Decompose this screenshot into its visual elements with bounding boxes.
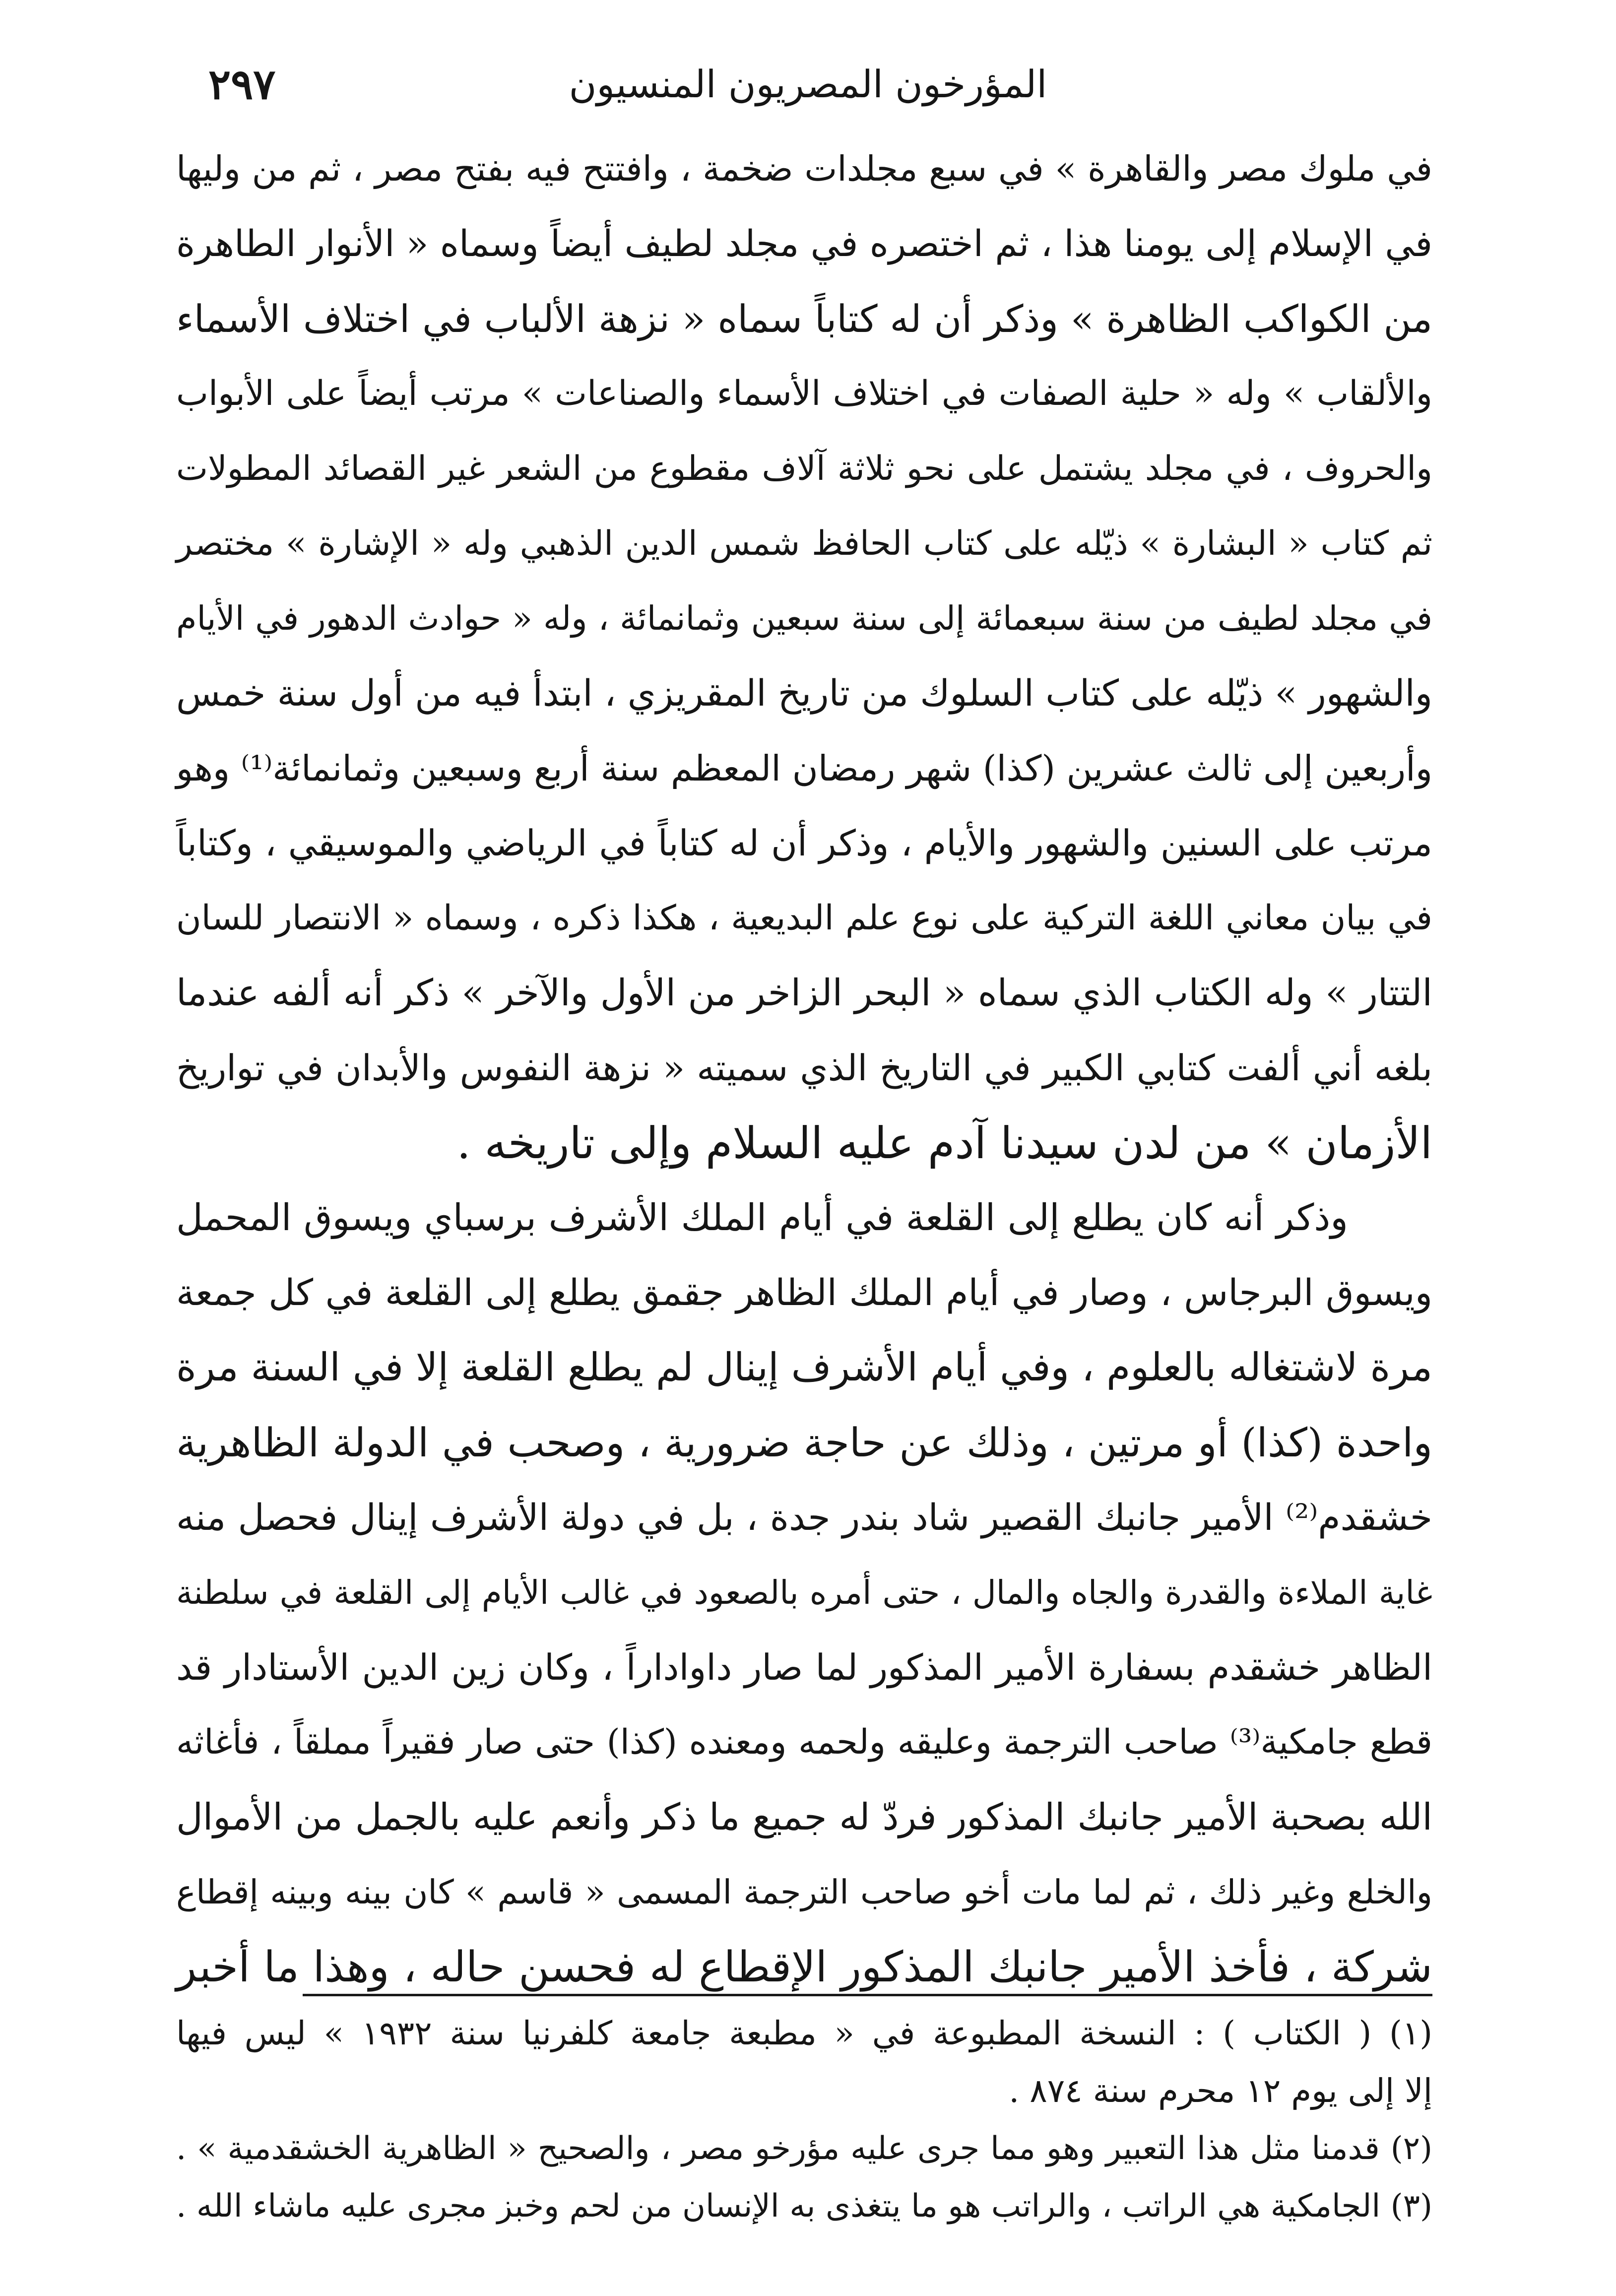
text-line: في بيان معاني اللغة التركية على نوع علم البديعية ، هكذا ذكره ، وسماه « الانتصار للسان bbox=[176, 898, 1432, 938]
text-line: ويسوق البرجاس ، وصار في أيام الملك الظاهر جقمق يطلع إلى القلعة في كل جمعة bbox=[176, 1272, 1432, 1314]
text-line: والخلع وغير ذلك ، ثم لما مات أخو صاحب الترجمة المسمى « قاسم » كان بينه وبينه إقطاع bbox=[176, 1873, 1432, 1911]
text-line: في مجلد لطيف من سنة سبعمائة إلى سنة سبعين وثمانمائة ، وله « حوادث الدهور في الأيام bbox=[176, 599, 1432, 638]
text-line: ثم كتاب « البشارة » ذيّله على كتاب الحافظ شمس الدين الذهبي وله « الإشارة » مختصر bbox=[176, 524, 1432, 563]
text-line: مرة لاشتغاله بالعلوم ، وفي أيام الأشرف إينال لم يطلع القلعة إلا في السنة مرة bbox=[176, 1345, 1432, 1390]
text-line: التتار » وله الكتاب الذي سماه « البحر الزاخر من الأول والآخر » ذكر أنه ألفه عندما bbox=[176, 972, 1432, 1014]
text-line: والحروف ، في مجلد يشتمل على نحو ثلاثة آلاف مقطوع من الشعر غير القصائد المطولات bbox=[176, 449, 1432, 488]
text-line: الظاهر خشقدم بسفارة الأمير المذكور لما صار داواداراً ، وكان زين الدين الأستادار قد bbox=[176, 1646, 1432, 1688]
page-number: ٢٩٧ bbox=[208, 60, 276, 109]
text-line: غاية الملاءة والقدرة والجاه والمال ، حتى أمره بالصعود في غالب الأيام إلى القلعة في سلطنة bbox=[176, 1574, 1432, 1612]
text-line: وأربعين إلى ثالث عشرين (كذا) شهر رمضان المعظم سنة أربع وسبعين وثمانمائة⁽¹⁾ وهو bbox=[176, 748, 1432, 789]
text-line: واحدة (كذا) أو مرتين ، وذلك عن حاجة ضرورية ، وصحب في الدولة الظاهرية bbox=[176, 1420, 1432, 1466]
footnote-line: (٣) الجامكية هي الراتب ، والراتب هو ما يتغذى به الإنسان من لحم وخبز مجرى عليه ماشاء الله . bbox=[176, 2188, 1432, 2225]
footnote-line: (١) ( الكتاب ) : النسخة المطبوعة في « مطبعة جامعة كلفرنيا سنة ١٩٣٢ » ليس فيها bbox=[176, 2014, 1433, 2052]
text-line: من الكواكب الظاهرة » وذكر أن له كتاباً سماه « نزهة الألباب في اختلاف الأسماء bbox=[176, 297, 1432, 341]
text-line: شركة ، فأخذ الأمير جانبك المذكور الإقطاع له فحسن حاله ، وهذا ما أخبر bbox=[176, 1943, 1432, 1992]
text-line: مرتب على السنين والشهور والأيام ، وذكر أن له كتاباً في الرياضي والموسيقي ، وكتاباً bbox=[176, 822, 1432, 864]
main-text bbox=[176, 131, 1432, 2005]
text-line: وذكر أنه كان يطلع إلى القلعة في أيام الملك الأشرف برسباي ويسوق المحمل bbox=[176, 1196, 1348, 1239]
text-line: بلغه أني ألفت كتابي الكبير في التاريخ الذي سميته « نزهة النفوس والأبدان في تواريخ bbox=[176, 1047, 1432, 1089]
text-line: في ملوك مصر والقاهرة » في سبع مجلدات ضخمة ، وافتتح فيه بفتح مصر ، ثم من وليها bbox=[176, 148, 1432, 189]
text-line: والشهور » ذيّله على كتاب السلوك من تاريخ المقريزي ، ابتدأ فيه من أول سنة خمس bbox=[176, 672, 1432, 715]
text-line: الأزمان » من لدن سيدنا آدم عليه السلام وإلى تاريخه . bbox=[456, 1117, 1432, 1169]
footnotes bbox=[176, 2005, 1432, 2235]
footnote-divider bbox=[303, 1994, 1432, 1996]
text-line: خشقدم⁽²⁾ الأمير جانبك القصير شاد بندر جدة ، بل في دولة الأشرف إينال فحصل منه bbox=[176, 1497, 1432, 1539]
text-line: في الإسلام إلى يومنا هذا ، ثم اختصره في مجلد لطيف أيضاً وسماه « الأنوار الطاهرة bbox=[176, 223, 1432, 265]
text-line: قطع جامكية⁽³⁾ صاحب الترجمة وعليقه ولحمه ومعنده (كذا) حتى صار فقيراً مملقاً ، فأغاثه bbox=[176, 1722, 1433, 1762]
footnote-line: إلا إلى يوم ١٢ محرم سنة ٨٧٤ . bbox=[1009, 2072, 1432, 2110]
footnote-line: (٢) قدمنا مثل هذا التعبير وهو مما جرى عليه مؤرخو مصر ، والصحيح « الظاهرية الخشقدمية » . bbox=[176, 2130, 1433, 2167]
page-header bbox=[189, 55, 1427, 114]
text-line: والألقاب » وله « حلية الصفات في اختلاف الأسماء والصناعات » مرتب أيضاً على الأبواب bbox=[176, 374, 1432, 413]
text-line: الله بصحبة الأمير جانبك المذكور فردّ له جميع ما ذكر وأنعم عليه بالجمل من الأموال bbox=[176, 1796, 1432, 1838]
running-title: المؤرخون المصريون المنسيون bbox=[569, 62, 1047, 106]
